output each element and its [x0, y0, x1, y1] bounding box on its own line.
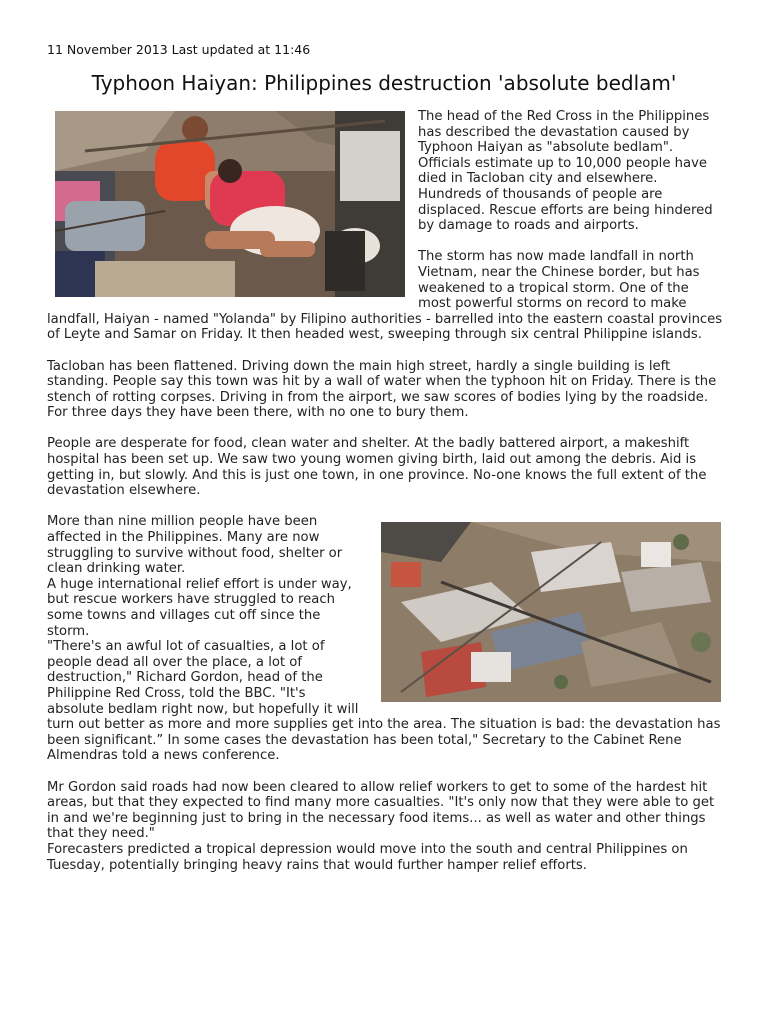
photo-injured-woman-in-debris	[55, 111, 405, 297]
dateline: 11 November 2013 Last updated at 11:46	[47, 42, 311, 57]
paragraph-5-line-2: A huge international relief effort is under way, but rescue workers have struggled to reach some towns and villages cut off since the storm.	[47, 576, 352, 639]
photo-aerial-destruction	[381, 522, 721, 702]
paragraph-4: People are desperate for food, clean water and shelter. At the badly battered airport, a makeshift hospital has been set up. We saw two young women giving birth, laid out among the debris. Aid is getting in, but slowly. And this is just one town, in one province. No-one knows the full extent of the devastation elsewhere.	[47, 436, 707, 499]
paragraph-1: The head of the Red Cross in the Philippines has described the devastation caused by Typhoon Haiyan as "absolute bedlam". Officials estimate up to 10,000 people have died in Tacloban city and elsewhere. Hundreds of thousands of people are displaced. Rescue efforts are being hindered by damage to roads and airports.	[418, 109, 713, 234]
paragraph-5-line-1: More than nine million people have been affected in the Philippines. Many are now struggling to survive without food, shelter or clean drinking water.	[47, 514, 343, 577]
paragraph-5-line-3: "There's an awful lot of casualties, a lot of people dead all over the place, a lot of destruction," Richard Gordon, head of the Philippine Red Cross, told the BBC. "It's absolute bedlam right now, but hopefully it will turn out better as more and more supplies get into the area. The situation is bad: the devastation has been significant.” In some cases the devastation has been total," Secretary to the Cabinet Rene Almendras told a news conference.	[47, 639, 721, 764]
headline: Typhoon Haiyan: Philippines destruction 'absolute bedlam'	[91, 71, 677, 95]
article-body	[47, 109, 723, 889]
paragraph-6	[47, 780, 723, 874]
photo-aerial-destruction-illustration	[381, 522, 721, 702]
paragraph-3: Tacloban has been flattened. Driving down the main high street, hardly a single building is left standing. People say this town was hit by a wall of water when the typhoon hit on Friday. There is the stench of rotting corpses. Driving in from the airport, we saw scores of bodies lying by the roadside. For three days they have been there, with no one to bury them.	[47, 358, 717, 421]
paragraph-6-line-2: Forecasters predicted a tropical depression would move into the south and central Philippines on Tuesday, potentially bringing heavy rains that would further hamper relief efforts.	[47, 841, 688, 873]
paragraph-6-line-1: Mr Gordon said roads had now been cleared to allow relief workers to get to some of the hardest hit areas, but that they expected to find many more casualties. "It's only now that they were able to get in and we're beginning just to bring in the necessary food items... as well as water and other things that they need."	[47, 779, 715, 842]
paragraph-2: The storm has now made landfall in north Vietnam, near the Chinese border, but has weakened to a tropical storm. One of the most powerful storms on record to make landfall, Haiyan - named "Yolanda" by Filipino authorities - barrelled into the eastern coastal provinces of Leyte and Samar on Friday. It then headed west, sweeping through six central Philippine islands.	[47, 249, 723, 343]
photo-injured-woman-in-debris-illustration	[55, 111, 405, 297]
